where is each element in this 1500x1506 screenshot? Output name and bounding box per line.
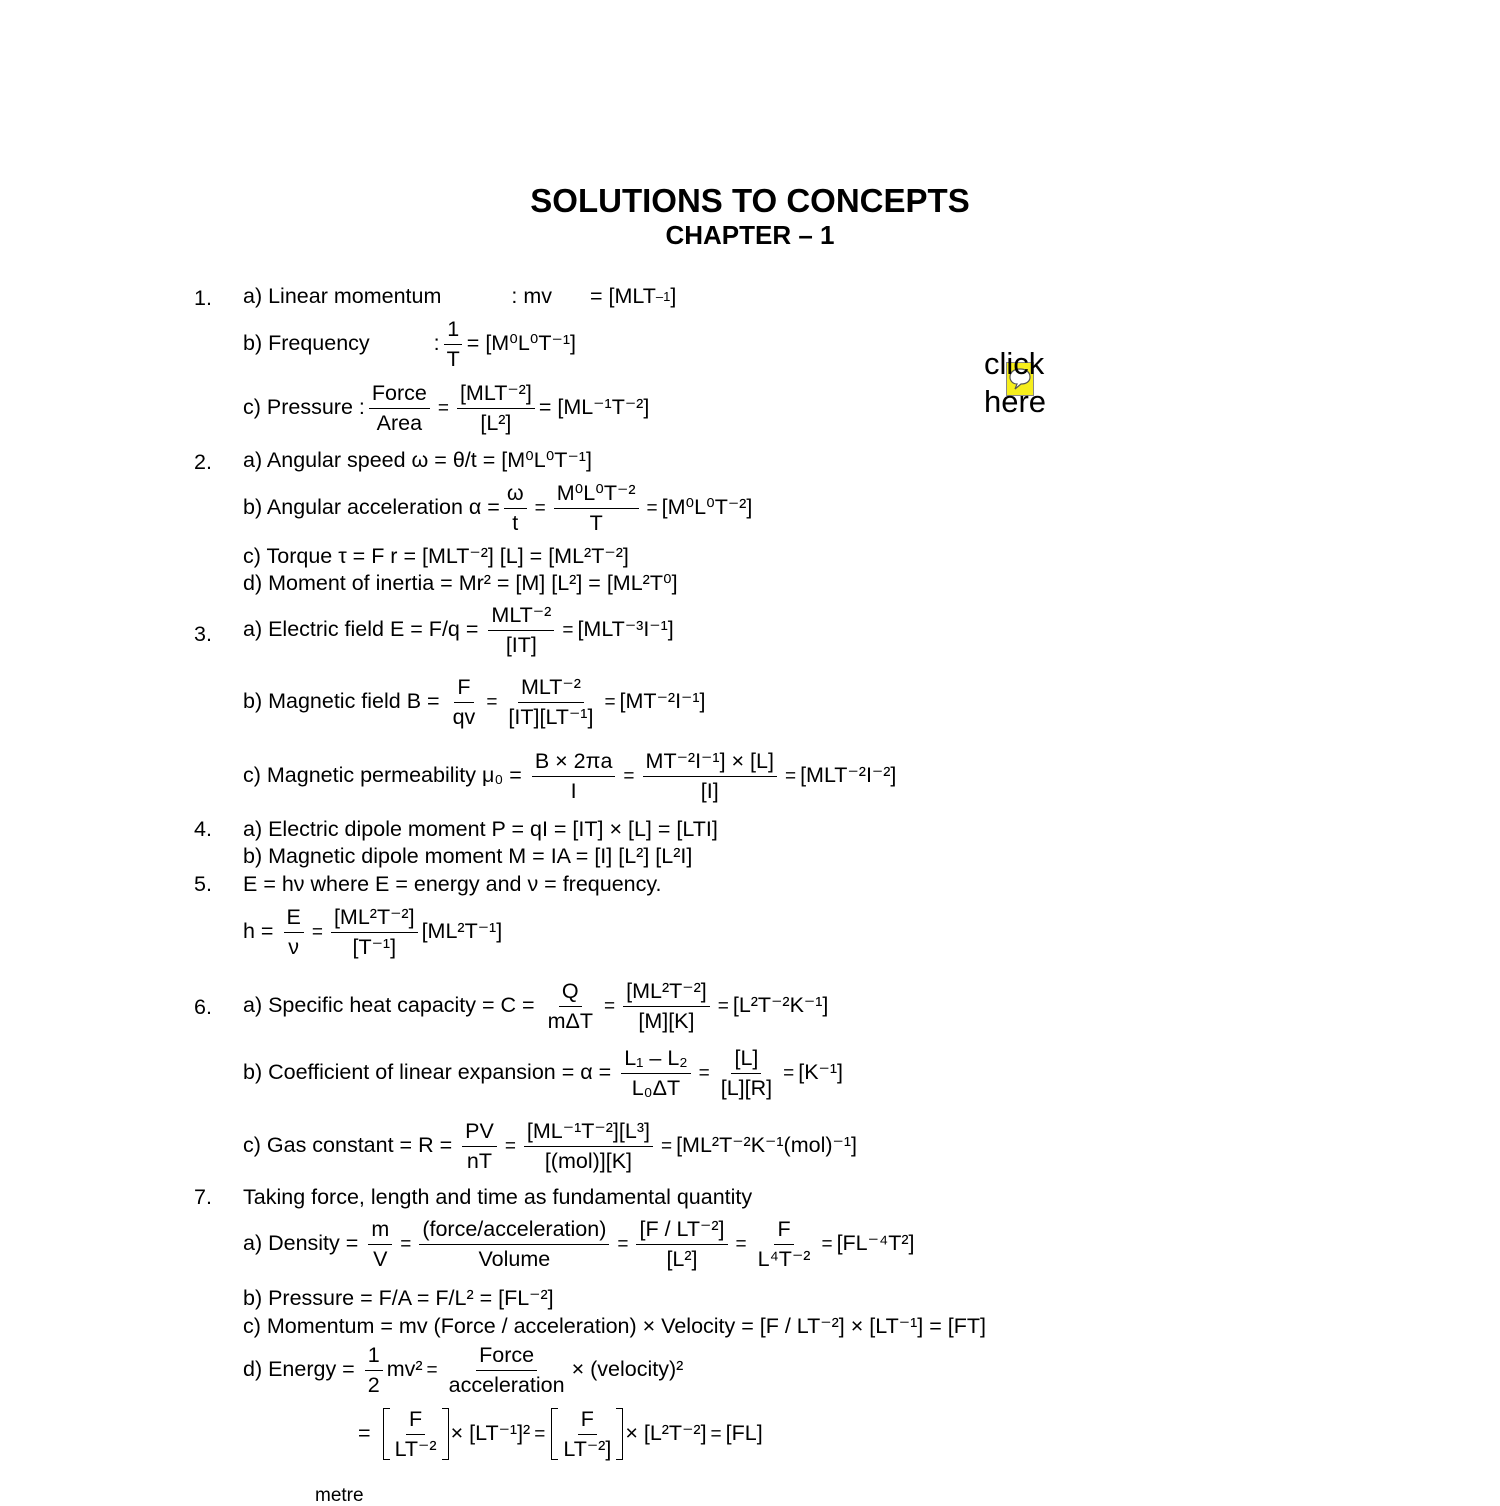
q5-h-line: h = $\frac{E}{\nu}$ = $\frac{\text{[ML²T⁻²]}}{\text{[T⁻¹]}}$ [ML²T⁻¹] xyxy=(243,905,503,959)
fraction xyxy=(755,1218,814,1270)
fraction xyxy=(369,382,430,434)
denominator: acceleration xyxy=(448,1372,565,1397)
denominator: T xyxy=(589,510,603,535)
denominator: mΔT xyxy=(547,1008,593,1033)
q1b-sep: : xyxy=(433,331,440,356)
numerator: Force xyxy=(476,1344,537,1371)
denominator: [T⁻¹] xyxy=(352,934,397,959)
q1b-label: b) Frequency xyxy=(243,331,370,356)
denominator: nT xyxy=(466,1148,493,1173)
numerator: [MLT⁻²] xyxy=(457,382,535,409)
numerator: PV xyxy=(462,1120,497,1147)
fraction xyxy=(446,1344,568,1396)
fraction xyxy=(488,604,554,656)
denominator: [L²] xyxy=(480,410,512,435)
q7a-result: [FL⁻⁴T²] xyxy=(836,1231,915,1256)
denominator: ν xyxy=(288,934,300,959)
click-here-annotation[interactable] xyxy=(984,348,1054,428)
numerator: (force/acceleration) xyxy=(419,1218,609,1245)
fraction xyxy=(419,1218,609,1270)
numerator: B × 2πa xyxy=(532,750,616,777)
fraction xyxy=(505,676,596,728)
q7d-line2: = $\frac{F}{\text{LT⁻²}}$ × [LT⁻¹]² = $\frac{F}{\text{LT⁻²]}}$ × [L²T⁻²] = [FL] xyxy=(358,1407,763,1461)
q7d-line: d) Energy = $\frac{1}{2}$ mv² = $\frac{\text{Force}}{\text{acceleration}}$ × (velocity)² xyxy=(243,1343,684,1397)
denominator: 2 xyxy=(367,1372,380,1397)
denominator: t xyxy=(512,510,519,535)
question-number: 5. xyxy=(194,872,212,896)
chapter-heading: CHAPTER – 1 xyxy=(665,220,835,250)
q6c-label: c) Gas constant = R = xyxy=(243,1133,453,1158)
fraction xyxy=(504,482,527,534)
numerator: m xyxy=(368,1218,392,1245)
fraction xyxy=(457,382,535,434)
q2b-result: [M⁰L⁰T⁻²] xyxy=(661,495,753,520)
question-number: 7. xyxy=(194,1185,212,1209)
q3b-result: [MT⁻²I⁻¹] xyxy=(619,689,706,714)
denominator: [IT][LT⁻¹] xyxy=(508,704,594,729)
question-number: 4. xyxy=(194,817,212,841)
denominator: [(mol)][K] xyxy=(544,1148,633,1173)
mv-squared: mv² xyxy=(386,1357,423,1382)
numerator: [ML²T⁻²] xyxy=(331,906,418,933)
denominator: qv xyxy=(452,704,476,729)
fraction xyxy=(450,676,479,728)
q6a-label: a) Specific heat capacity = C = xyxy=(243,993,535,1018)
numerator: 1 xyxy=(444,318,462,345)
numerator: F xyxy=(774,1218,793,1245)
fraction xyxy=(545,980,596,1032)
q7a-line: a) Density = $\frac{m}{V}$ = $\frac{\text{(force/acceleration)}}{\text{Volume}}$ = $\frac{\text{[F / LT⁻²]}}{\text{[L²]}}$ = $\frac{F}{\text{L⁴T⁻²}}$ = [FL⁻⁴T²] xyxy=(243,1217,915,1271)
q5h-label: h = xyxy=(243,919,274,944)
q3c-line: c) Magnetic permeability μ₀ = $\frac{B \times 2\pi a}{I}$ = $\frac{\text{MT⁻²I⁻¹] × [L]}}{[I]}$ = [MLT⁻²I⁻²] xyxy=(243,749,897,803)
denominator: Volume xyxy=(478,1246,551,1271)
fraction xyxy=(560,1408,614,1460)
fraction xyxy=(524,1120,653,1172)
fraction xyxy=(621,1047,690,1099)
numerator: MLT⁻² xyxy=(488,604,554,631)
denominator: I xyxy=(570,778,577,803)
denominator: [M][K] xyxy=(638,1008,695,1033)
numerator: 1 xyxy=(365,1344,383,1371)
tail-term: × [L²T⁻²] xyxy=(625,1421,707,1446)
q3c-result: [MLT⁻²I⁻²] xyxy=(800,763,897,788)
fraction xyxy=(284,906,304,958)
numerator: M⁰L⁰T⁻² xyxy=(554,482,639,509)
denominator: [IT] xyxy=(505,632,537,657)
q7b-line: b) Pressure = F/A = F/L² = [FL⁻²] xyxy=(243,1286,554,1310)
q3a-line: a) Electric field E = F/q = $\frac{\text{MLT⁻²}}{[IT]}$ = [MLT⁻³I⁻¹] xyxy=(243,603,674,657)
denominator: [L²] xyxy=(666,1246,698,1271)
equals: = xyxy=(358,1421,371,1446)
page-title: SOLUTIONS TO CONCEPTS xyxy=(530,182,970,219)
numerator: F xyxy=(406,1408,425,1435)
fraction xyxy=(444,318,463,370)
numerator: ω xyxy=(504,482,527,509)
question-number: 1. xyxy=(194,286,212,310)
fraction xyxy=(392,1408,440,1460)
q3c-label: c) Magnetic permeability μ₀ = xyxy=(243,763,522,788)
q7d-result: [FL] xyxy=(725,1421,763,1446)
numerator: [ML⁻¹T⁻²][L³] xyxy=(524,1120,653,1147)
q6a-line: a) Specific heat capacity = C = $\frac{Q}{\text{mΔT}}$ = $\frac{\text{[ML²T⁻²]}}{[M][K]}$ = [L²T⁻²K⁻¹] xyxy=(243,979,829,1033)
middle-term: × [LT⁻¹]² xyxy=(450,1421,531,1446)
numerator: E xyxy=(284,906,304,933)
denominator: L⁴T⁻² xyxy=(757,1246,811,1271)
denominator: [L][R] xyxy=(720,1075,773,1100)
q1c-result: = [ML⁻¹T⁻²] xyxy=(538,395,650,420)
q1c-label: c) Pressure : xyxy=(243,395,365,420)
bracket-group xyxy=(551,1408,623,1460)
q7-intro: Taking force, length and time as fundamental quantity xyxy=(243,1185,753,1209)
q4a-line: a) Electric dipole moment P = qI = [IT] × [L] = [LTI] xyxy=(243,817,718,841)
q7d-label: d) Energy = xyxy=(243,1357,355,1382)
numerator: MT⁻²I⁻¹] × [L] xyxy=(643,750,777,777)
denominator: LT⁻² xyxy=(394,1436,437,1461)
denominator: Area xyxy=(376,410,423,435)
fraction xyxy=(368,1218,392,1270)
q1b-result: = [M⁰L⁰T⁻¹] xyxy=(466,331,577,356)
q6b-result: [K⁻¹] xyxy=(798,1060,844,1085)
q5-line: E = hν where E = energy and ν = frequency. xyxy=(243,872,662,896)
q3b-line: b) Magnetic field B = $\frac{F}{qv}$ = $\frac{\text{MLT⁻²}}{\text{[IT][LT⁻¹]}}$ = [MT⁻²I⁻¹] xyxy=(243,675,706,729)
q7c-line: c) Momentum = mv (Force / acceleration) × Velocity = [F / LT⁻²] × [LT⁻¹] = [FT] xyxy=(243,1314,986,1338)
numerator: [L] xyxy=(731,1047,761,1074)
q8-partial-numerator: metre xyxy=(315,1485,364,1506)
numerator: F xyxy=(578,1408,597,1435)
q2d-line: d) Moment of inertia = Mr² = [M] [L²] = [ML²T⁰] xyxy=(243,571,678,595)
denominator: L₀ΔT xyxy=(631,1075,681,1100)
numerator: Force xyxy=(369,382,430,409)
fraction xyxy=(643,750,777,802)
velocity-squared: × (velocity)² xyxy=(571,1357,684,1382)
numerator: L₁ – L₂ xyxy=(621,1047,690,1074)
question-number: 6. xyxy=(194,995,212,1019)
q1a-sep: : mv xyxy=(511,284,552,308)
here-label[interactable]: here xyxy=(984,384,1047,419)
question-number: 3. xyxy=(194,622,212,646)
q1a-label: a) Linear momentum xyxy=(243,284,442,308)
q3a-label: a) Electric field E = F/q = xyxy=(243,617,479,642)
q5h-result: [ML²T⁻¹] xyxy=(421,919,503,944)
q1a-line: a) Linear momentum : mv = [MLT –1 ] xyxy=(243,284,677,308)
fraction xyxy=(462,1120,497,1172)
q6c-line: c) Gas constant = R = $\frac{PV}{nT}$ = $\frac{\text{[ML⁻¹T⁻²][L³]}}{\text{[(mol)][K]}}$ = [ML²T⁻²K⁻¹(mol)⁻¹] xyxy=(243,1119,857,1173)
fraction xyxy=(718,1047,775,1099)
q6a-result: [L²T⁻²K⁻¹] xyxy=(732,993,829,1018)
denominator: LT⁻²] xyxy=(563,1436,612,1461)
q1a-close: ] xyxy=(670,284,677,308)
denominator: V xyxy=(373,1246,388,1271)
fraction xyxy=(532,750,616,802)
fraction xyxy=(331,906,418,958)
q1c-line: c) Pressure : $\frac{\text{Force}}{\text{Area}}$ = $\frac{\text{[MLT⁻²]}}{\text{[L²]}}$ = [ML⁻¹T⁻²] xyxy=(243,381,650,435)
bracket-group xyxy=(383,1408,449,1460)
q6c-result: [ML²T⁻²K⁻¹(mol)⁻¹] xyxy=(676,1133,857,1158)
fraction xyxy=(636,1218,727,1270)
numerator: F xyxy=(454,676,473,703)
q7a-label: a) Density = xyxy=(243,1231,359,1256)
fraction xyxy=(365,1344,383,1396)
click-label[interactable]: click xyxy=(984,346,1045,381)
fraction xyxy=(623,980,710,1032)
q1b-line xyxy=(243,318,576,370)
fraction xyxy=(554,482,639,534)
q2c-line: c) Torque τ = F r = [MLT⁻²] [L] = [ML²T⁻²] xyxy=(243,544,629,568)
numerator: MLT⁻² xyxy=(518,676,584,703)
numerator: [F / LT⁻²] xyxy=(636,1218,727,1245)
q1a-result: = [MLT xyxy=(589,284,656,308)
denominator: T xyxy=(446,346,460,371)
q3b-label: b) Magnetic field B = xyxy=(243,689,440,714)
q2b-line: b) Angular acceleration α = $\frac{\omega}{t}$ = $\frac{\text{M⁰L⁰T⁻²}}{T}$ = [M⁰L⁰T⁻²] xyxy=(243,481,753,535)
q2b-label: b) Angular acceleration α = xyxy=(243,495,500,520)
numerator: Q xyxy=(559,980,582,1007)
q6b-label: b) Coefficient of linear expansion = α = xyxy=(243,1060,612,1085)
question-number: 2. xyxy=(194,450,212,474)
numerator: [ML²T⁻²] xyxy=(623,980,710,1007)
q3a-result: [MLT⁻³I⁻¹] xyxy=(577,617,674,642)
denominator: [I] xyxy=(700,778,719,803)
q2a-line: a) Angular speed ω = θ/t = [M⁰L⁰T⁻¹] xyxy=(243,448,592,472)
q4b-line: b) Magnetic dipole moment M = IA = [I] [L²] [L²I] xyxy=(243,844,693,868)
q6b-line: b) Coefficient of linear expansion = α = $\frac{\text{L₁ – L₂}}{\text{L₀ΔT}}$ = $\frac{[L]}{[L][R]}$ = [K⁻¹] xyxy=(243,1046,844,1100)
